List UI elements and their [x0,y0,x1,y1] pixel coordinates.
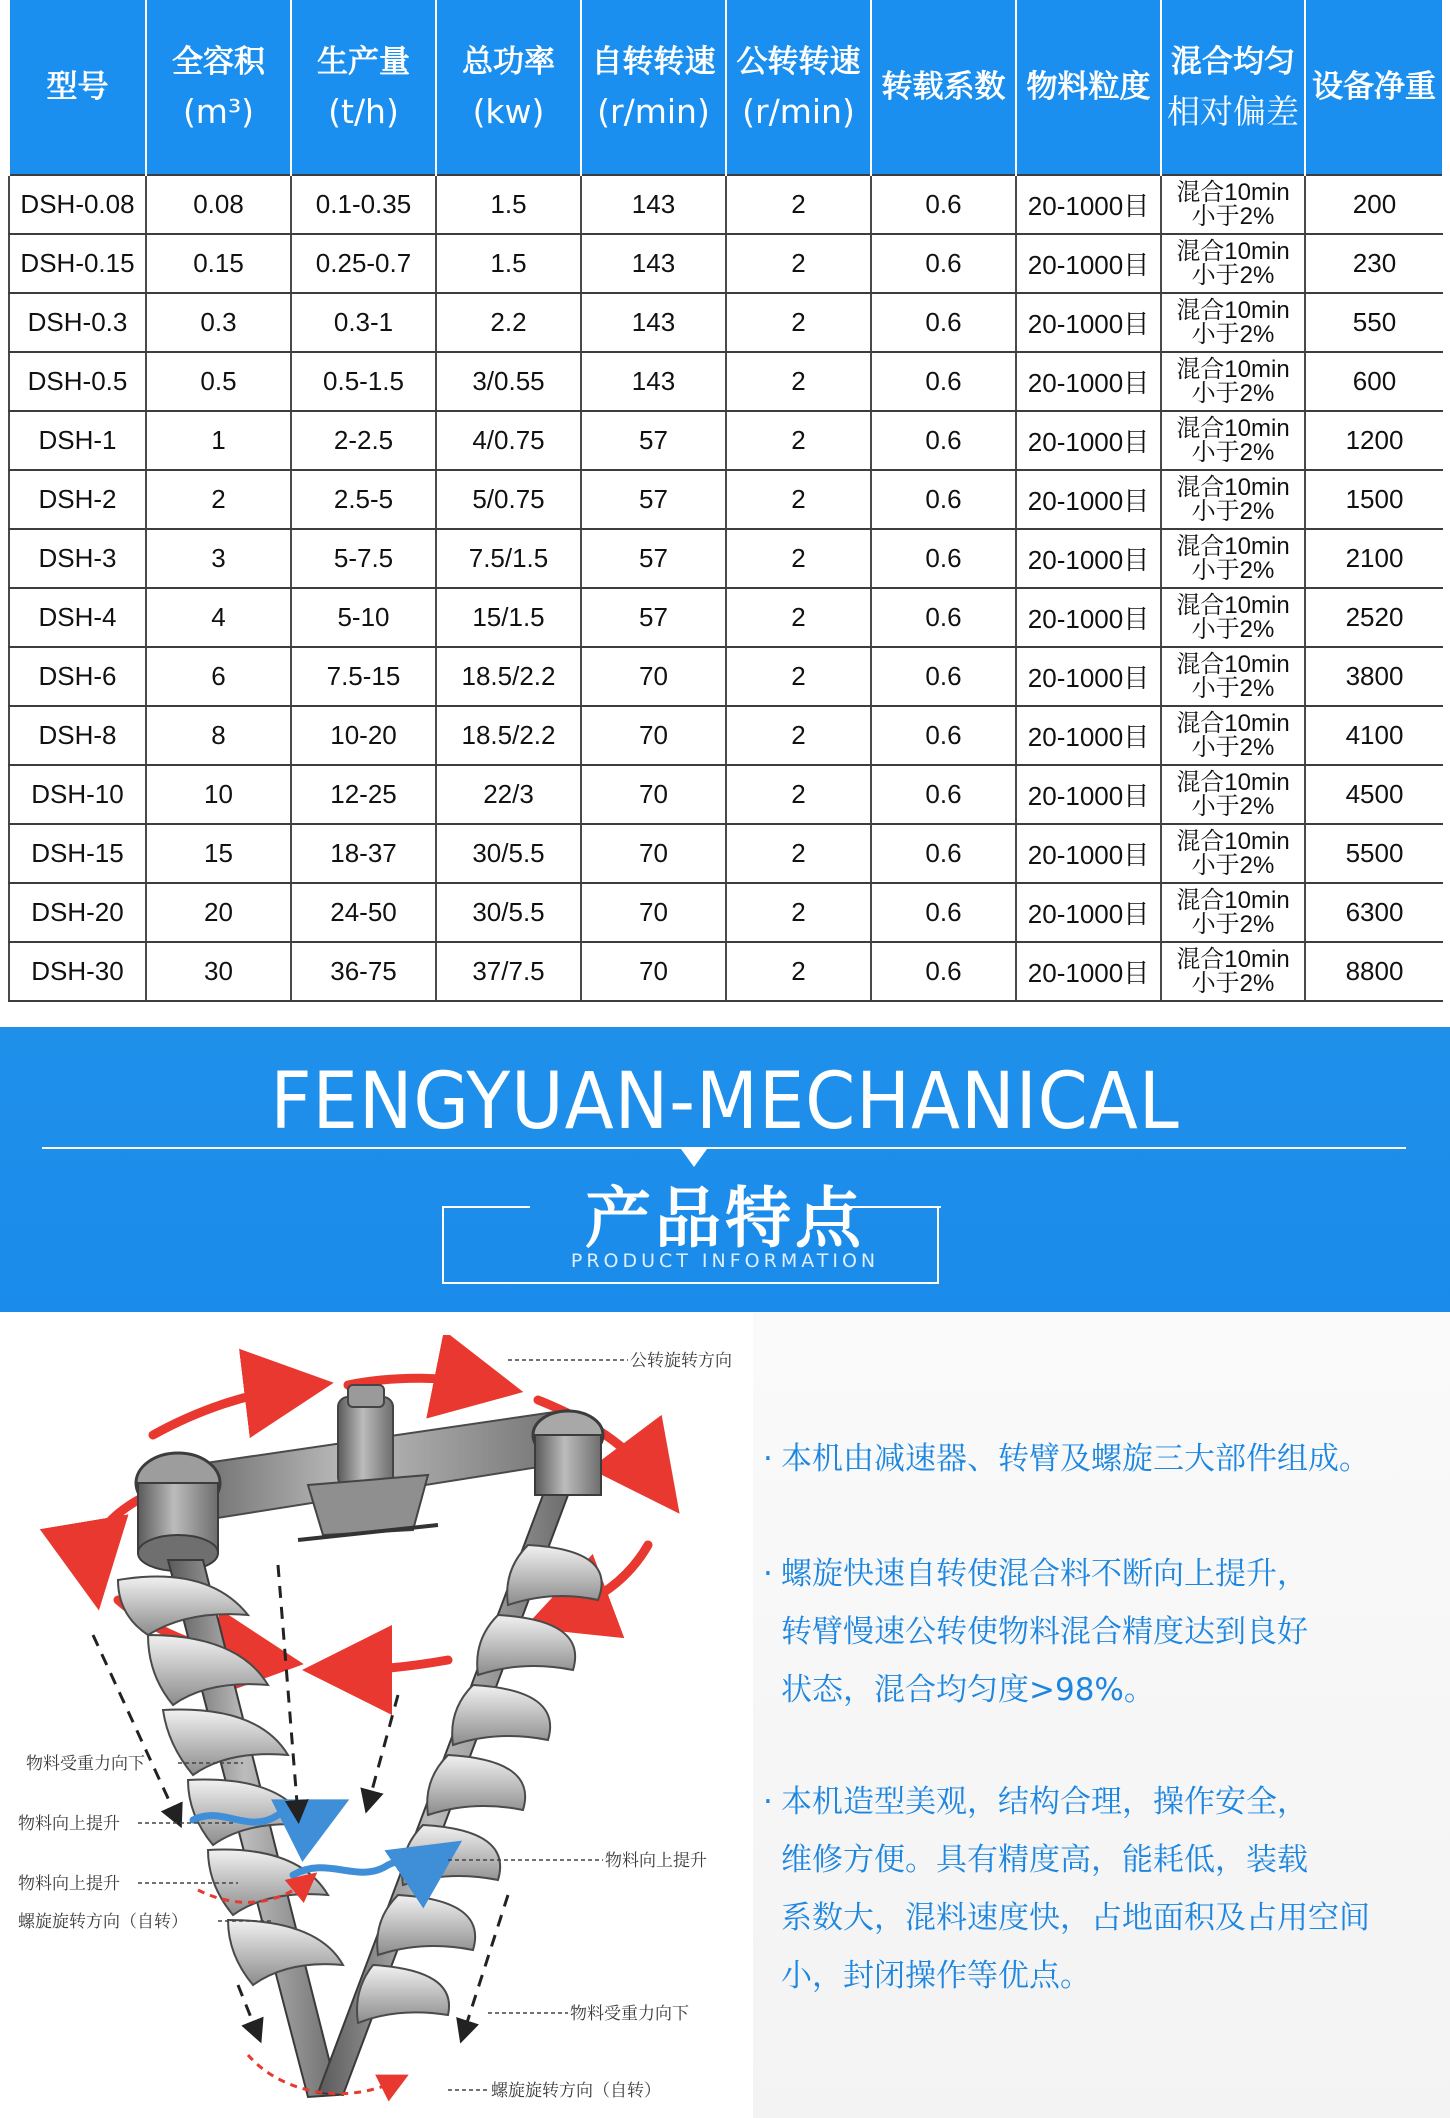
table-cell: 8800 [1305,942,1443,1001]
table-cell: 1500 [1305,470,1443,529]
table-cell: DSH-4 [9,588,146,647]
table-cell: 18.5/2.2 [436,706,581,765]
table-cell: 600 [1305,352,1443,411]
table-cell: 57 [581,588,726,647]
table-cell: 20 [146,883,291,942]
table-cell: 2 [726,529,871,588]
feature-line [763,1603,1443,1661]
feature-line [763,1773,1443,1831]
table-row [9,352,1443,411]
table-cell: DSH-20 [9,883,146,942]
table-cell: 0.6 [871,588,1016,647]
feature-text: 系数大，混料速度快，占地面积及占用空间 [781,1900,1370,1936]
mix-deviation-line: 混合10min [1176,768,1290,796]
table-row [9,470,1443,529]
table-cell: 143 [581,175,726,234]
table-cell: 4 [146,588,291,647]
table-row [9,647,1443,706]
table-cell: 0.6 [871,706,1016,765]
table-cell-mix-deviation [1161,293,1305,352]
table-cell: DSH-30 [9,942,146,1001]
column-header-label: 自转转速 [591,44,716,80]
table-cell: 30/5.5 [436,824,581,883]
left-screw [118,1560,343,2097]
mix-deviation-line: 小于2% [1191,202,1275,230]
table-cell: 4500 [1305,765,1443,824]
table-cell: 5500 [1305,824,1443,883]
column-header-label: 物料粒度 [1026,69,1151,105]
table-cell: 24-50 [291,883,436,942]
table-cell: 57 [581,411,726,470]
column-header [291,0,436,175]
table-cell: 5-7.5 [291,529,436,588]
feature-line [763,1947,1443,2005]
table-cell: 2 [726,942,871,1001]
column-header-unit: (m³) [182,92,255,131]
table-cell: 5/0.75 [436,470,581,529]
table-cell: 70 [581,942,726,1001]
banner-title: FENGYUAN-MECHANICAL [270,1057,1180,1147]
table-cell: 30/5.5 [436,883,581,942]
table-cell: 230 [1305,234,1443,293]
mix-deviation-line: 混合10min [1176,178,1290,206]
mix-deviation-line: 混合10min [1176,414,1290,442]
table-cell: 57 [581,529,726,588]
spec-table-section [8,0,1442,1002]
table-body [9,175,1443,1001]
table-cell: 0.15 [146,234,291,293]
table-cell-mix-deviation [1161,765,1305,824]
label-spin-bottom: 螺旋旋转方向（自转） [491,2081,661,2101]
bullet-dot-icon: · [763,1441,773,1477]
mix-deviation-line: 混合10min [1176,886,1290,914]
table-cell: 0.6 [871,470,1016,529]
bullet-dot-icon: · [763,1556,773,1592]
column-header-label: 总功率 [462,44,555,80]
table-cell: 0.3-1 [291,293,436,352]
label-spin-left: 螺旋旋转方向（自转） [18,1912,188,1932]
table-cell: 2 [146,470,291,529]
feature-text: 本机造型美观，结构合理，操作安全， [781,1784,1308,1820]
table-cell-mix-deviation [1161,529,1305,588]
table-cell: 20-1000目 [1016,824,1161,883]
table-row [9,411,1443,470]
mix-deviation-line: 小于2% [1191,497,1275,525]
table-cell-mix-deviation [1161,588,1305,647]
table-row [9,234,1443,293]
table-row [9,942,1443,1001]
table-cell: 2 [726,352,871,411]
column-header-label: 生产量 [317,44,410,80]
table-cell-mix-deviation [1161,234,1305,293]
feature-text: 状态，混合均匀度>98%。 [781,1672,1155,1708]
spec-table [8,0,1444,1002]
table-cell: 20-1000目 [1016,765,1161,824]
table-cell: 70 [581,824,726,883]
feature-line [763,1430,1443,1488]
column-header-unit: 相对偏差 [1167,92,1299,131]
mix-deviation-line: 混合10min [1176,945,1290,973]
column-header-unit: (kw) [472,92,545,131]
mix-deviation-line: 小于2% [1191,556,1275,584]
feature-text: 维修方便。具有精度高，能耗低，装载 [781,1842,1308,1878]
table-row [9,706,1443,765]
column-header [1305,0,1443,175]
table-cell: 10 [146,765,291,824]
feature-line [763,1889,1443,1947]
table-cell: DSH-1 [9,411,146,470]
banner-divider [42,1147,1406,1149]
table-cell: 0.5 [146,352,291,411]
column-header [9,0,146,175]
table-cell-mix-deviation [1161,411,1305,470]
mix-deviation-line: 小于2% [1191,438,1275,466]
bullet-dot-icon: · [763,1784,773,1820]
table-cell: 20-1000目 [1016,175,1161,234]
mix-deviation-line: 小于2% [1191,792,1275,820]
table-cell: 0.6 [871,824,1016,883]
table-cell: 37/7.5 [436,942,581,1001]
table-cell: 20-1000目 [1016,942,1161,1001]
table-cell: 0.6 [871,647,1016,706]
table-cell: 20-1000目 [1016,883,1161,942]
table-cell: 18-37 [291,824,436,883]
table-cell: 4/0.75 [436,411,581,470]
column-header-label: 公转转速 [736,44,861,80]
table-cell: 0.6 [871,293,1016,352]
table-cell: 0.08 [146,175,291,234]
mix-deviation-line: 混合10min [1176,473,1290,501]
column-header [581,0,726,175]
table-cell-mix-deviation [1161,470,1305,529]
table-cell: 57 [581,470,726,529]
table-cell-mix-deviation [1161,942,1305,1001]
table-cell: 70 [581,706,726,765]
table-cell: 0.6 [871,883,1016,942]
table-row [9,824,1443,883]
table-cell: 0.3 [146,293,291,352]
table-cell: 0.5-1.5 [291,352,436,411]
table-cell: 143 [581,352,726,411]
table-cell: 22/3 [436,765,581,824]
table-cell: 8 [146,706,291,765]
table-cell: 20-1000目 [1016,352,1161,411]
mix-deviation-line: 混合10min [1176,591,1290,619]
mix-deviation-line: 混合10min [1176,237,1290,265]
table-cell-mix-deviation [1161,175,1305,234]
label-gravity-right: 物料受重力向下 [570,2004,689,2024]
table-cell: 3800 [1305,647,1443,706]
feature-line [763,1545,1443,1603]
label-revolution-direction: 公转旋转方向 [630,1351,732,1371]
column-header [1016,0,1161,175]
table-cell: 2 [726,824,871,883]
table-cell: 6 [146,647,291,706]
table-cell: 2 [726,588,871,647]
table-cell: 2 [726,470,871,529]
table-cell: DSH-0.5 [9,352,146,411]
table-cell: 20-1000目 [1016,529,1161,588]
table-cell: 36-75 [291,942,436,1001]
table-row [9,529,1443,588]
table-row [9,293,1443,352]
table-cell: 0.6 [871,234,1016,293]
feature-text: 转臂慢速公转使物料混合精度达到良好 [781,1614,1308,1650]
table-cell-mix-deviation [1161,647,1305,706]
mix-deviation-line: 混合10min [1176,355,1290,383]
table-cell: DSH-8 [9,706,146,765]
column-header [436,0,581,175]
table-cell: DSH-3 [9,529,146,588]
table-row [9,588,1443,647]
mix-deviation-line: 小于2% [1191,733,1275,761]
table-cell: 2 [726,411,871,470]
table-cell: 2100 [1305,529,1443,588]
table-cell: DSH-2 [9,470,146,529]
table-cell: 12-25 [291,765,436,824]
table-cell: 7.5-15 [291,647,436,706]
mix-deviation-line: 小于2% [1191,910,1275,938]
table-cell: DSH-0.15 [9,234,146,293]
table-cell: 0.6 [871,942,1016,1001]
mix-deviation-line: 小于2% [1191,320,1275,348]
table-cell: 20-1000目 [1016,411,1161,470]
column-header [726,0,871,175]
table-cell: 2520 [1305,588,1443,647]
mix-deviation-line: 混合10min [1176,827,1290,855]
label-gravity-left: 物料受重力向下 [26,1754,145,1774]
table-cell: 1.5 [436,175,581,234]
table-cell: 6300 [1305,883,1443,942]
feature-text: 小，封闭操作等优点。 [781,1958,1091,1994]
feature-item [763,1430,1443,1488]
table-cell: 20-1000目 [1016,588,1161,647]
mix-deviation-line: 小于2% [1191,969,1275,997]
right-screw [318,1495,602,2095]
table-cell: 10-20 [291,706,436,765]
mix-deviation-line: 混合10min [1176,296,1290,324]
table-cell: 0.6 [871,175,1016,234]
table-cell-mix-deviation [1161,824,1305,883]
column-header [146,0,291,175]
feature-text: 螺旋快速自转使混合料不断向上提升， [781,1556,1308,1592]
table-cell: 550 [1305,293,1443,352]
table-cell: 20-1000目 [1016,470,1161,529]
table-cell: 2.2 [436,293,581,352]
table-cell: 5-10 [291,588,436,647]
feature-item [763,1773,1443,2005]
column-header-label: 设备净重 [1312,69,1436,105]
label-lift-right: 物料向上提升 [605,1851,707,1871]
table-cell: 0.1-0.35 [291,175,436,234]
column-header-label: 型号 [46,69,109,105]
mix-deviation-line: 小于2% [1191,379,1275,407]
table-cell: 0.6 [871,529,1016,588]
table-cell: 0.6 [871,765,1016,824]
table-cell: 3 [146,529,291,588]
feature-item [763,1545,1443,1719]
table-cell-mix-deviation [1161,352,1305,411]
table-cell: 20-1000目 [1016,293,1161,352]
table-cell: DSH-0.08 [9,175,146,234]
table-cell: 2-2.5 [291,411,436,470]
table-row [9,883,1443,942]
table-cell: DSH-15 [9,824,146,883]
mix-deviation-line: 小于2% [1191,615,1275,643]
table-cell: 2 [726,883,871,942]
mix-deviation-line: 混合10min [1176,650,1290,678]
table-cell: 2 [726,765,871,824]
column-header-unit: (t/h) [328,92,399,131]
table-row [9,175,1443,234]
table-cell: 2 [726,234,871,293]
table-cell: 0.25-0.7 [291,234,436,293]
mix-deviation-line: 混合10min [1176,709,1290,737]
table-cell: 143 [581,293,726,352]
column-header [1161,0,1305,175]
table-cell: 2.5-5 [291,470,436,529]
table-cell: DSH-10 [9,765,146,824]
table-cell: 70 [581,883,726,942]
mix-deviation-line: 小于2% [1191,261,1275,289]
table-header-row [9,0,1443,175]
table-cell: 1.5 [436,234,581,293]
column-header-label: 混合均匀 [1171,44,1295,80]
column-header-unit: (r/min) [597,92,710,131]
table-row [9,765,1443,824]
feature-text: 本机由减速器、转臂及螺旋三大部件组成。 [781,1441,1370,1477]
table-cell: 200 [1305,175,1443,234]
column-header-label: 转载系数 [881,69,1006,105]
label-lift-left-1: 物料向上提升 [18,1814,120,1834]
mix-deviation-line: 小于2% [1191,674,1275,702]
feature-line [763,1831,1443,1889]
table-cell: 2 [726,647,871,706]
table-cell: 3/0.55 [436,352,581,411]
mix-deviation-line: 小于2% [1191,851,1275,879]
table-cell: 70 [581,647,726,706]
table-cell: 2 [726,175,871,234]
column-header-label: 全容积 [172,44,265,80]
table-cell: 15/1.5 [436,588,581,647]
table-cell: 0.6 [871,411,1016,470]
table-cell: 2 [726,706,871,765]
table-cell: 143 [581,234,726,293]
table-cell: DSH-0.3 [9,293,146,352]
table-cell: 1 [146,411,291,470]
table-cell: 20-1000目 [1016,234,1161,293]
table-cell: 7.5/1.5 [436,529,581,588]
table-cell: 4100 [1305,706,1443,765]
table-cell-mix-deviation [1161,706,1305,765]
table-cell: 18.5/2.2 [436,647,581,706]
table-cell: 2 [726,293,871,352]
table-cell: 30 [146,942,291,1001]
table-cell: 0.6 [871,352,1016,411]
table-cell: 70 [581,765,726,824]
section-subheading: PRODUCT INFORMATION [570,1250,880,1272]
table-cell: DSH-6 [9,647,146,706]
label-lift-left-2: 物料向上提升 [18,1874,120,1894]
table-cell: 20-1000目 [1016,706,1161,765]
table-cell: 1200 [1305,411,1443,470]
feature-line [763,1661,1443,1719]
table-cell-mix-deviation [1161,883,1305,942]
column-header-unit: (r/min) [742,92,855,131]
table-cell: 20-1000目 [1016,647,1161,706]
table-cell: 15 [146,824,291,883]
column-header [871,0,1016,175]
mix-deviation-line: 混合10min [1176,532,1290,560]
section-heading: 产品特点 [585,1180,865,1257]
mixer-diagram [8,1335,753,2110]
